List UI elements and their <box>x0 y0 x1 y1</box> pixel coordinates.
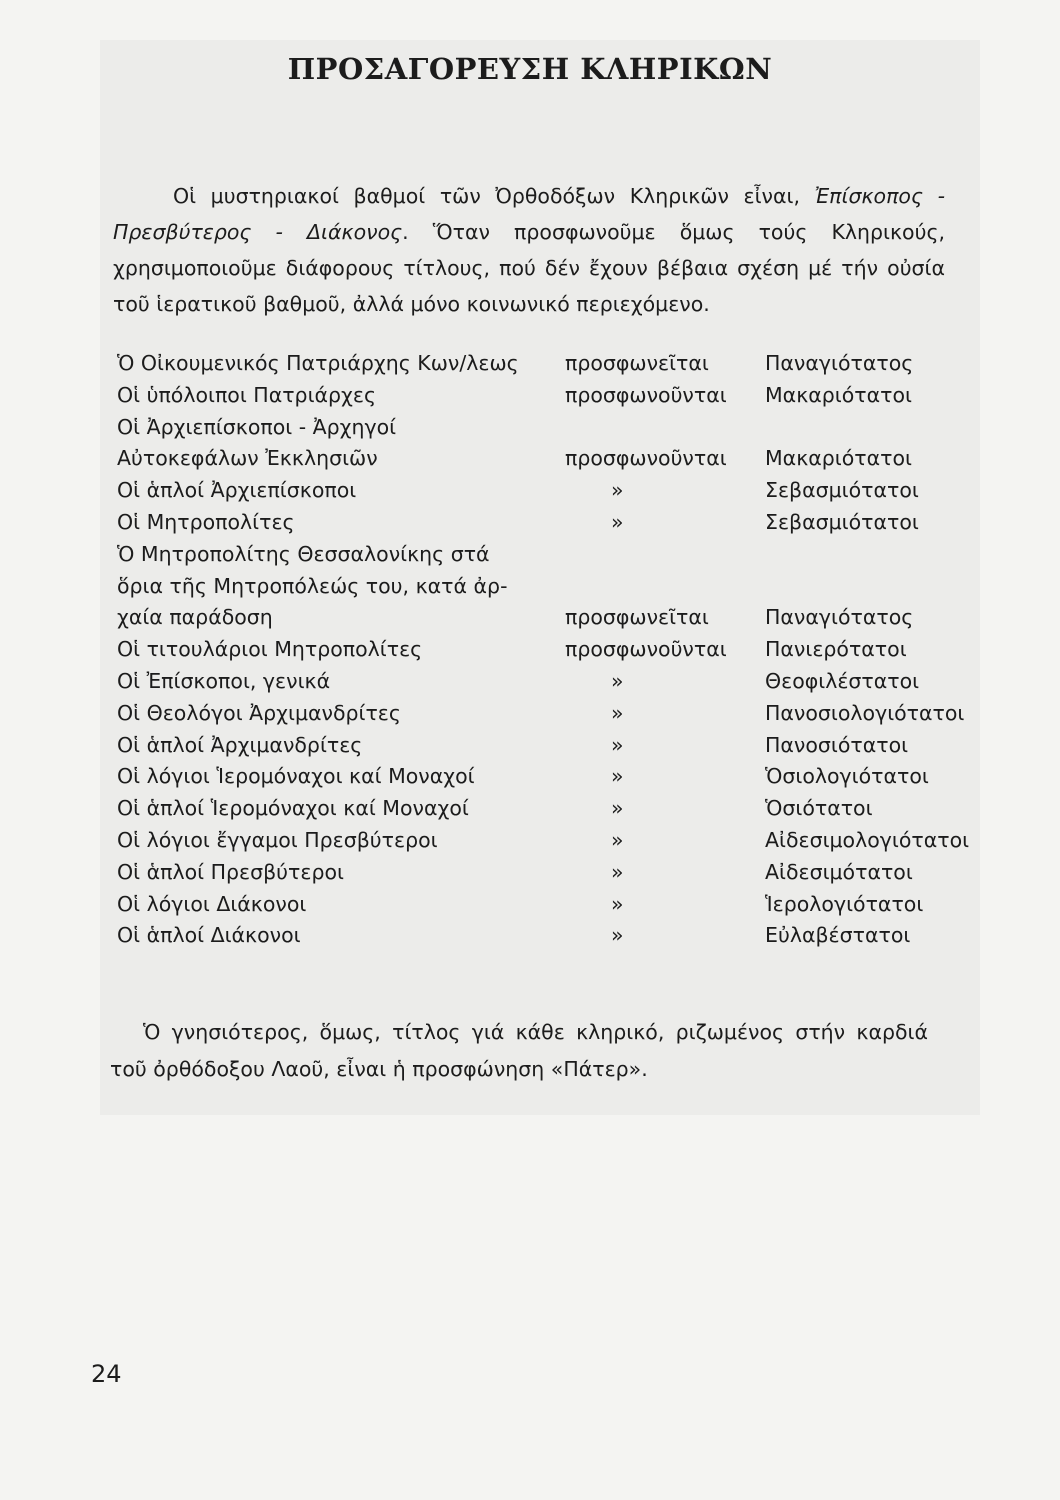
verb-cell: προσφωνοῦνται <box>565 637 727 662</box>
honorific-cell: Αἰδεσιμολογιότατοι <box>765 827 970 852</box>
rank-cell: Οἱ Μητροπολίτες <box>117 509 295 534</box>
honorific-cell: Μακαριότατοι <box>765 446 912 471</box>
table-row <box>117 920 957 952</box>
table-row <box>117 857 957 889</box>
rank-cell: χαία παράδοση <box>117 605 273 630</box>
verb-cell: » <box>611 478 624 503</box>
verb-cell: » <box>611 796 624 821</box>
rank-cell: Οἱ ἁπλοί Ἱερομόναχοι καί Μοναχοί <box>117 796 469 821</box>
honorific-cell: Ἱερολογιότατοι <box>765 891 924 916</box>
table-row <box>117 475 957 507</box>
page-title: ΠΡΟΣΑΓΟΡΕΥΣΗ ΚΛΗΡΙΚΩΝ <box>287 52 773 86</box>
honorific-cell: Μακαριότατοι <box>765 382 912 407</box>
honorific-cell: Σεβασμιότατοι <box>765 478 919 503</box>
honorific-cell: Πανοσιότατοι <box>765 732 909 757</box>
rank-cell: Οἱ ἁπλοί Διάκονοι <box>117 923 301 948</box>
rank-cell: Οἱ ἁπλοί Ἀρχιμανδρίτες <box>117 732 363 757</box>
rank-cell: Ὁ Μητροπολίτης Θεσσαλονίκης στά <box>117 541 490 566</box>
intro-ranks: Ἐπίσκοπος - Πρεσβύτερος - Διάκονος <box>113 184 945 244</box>
table-row <box>117 889 957 921</box>
table-row <box>117 698 965 730</box>
table-row <box>117 730 957 762</box>
rank-cell: Οἱ Θεολόγοι Ἀρχιμανδρίτες <box>117 700 401 725</box>
table-row <box>117 761 957 793</box>
page-number: 24 <box>91 1360 122 1388</box>
table-row <box>117 602 957 634</box>
intro-text-b: . Ὅταν προσφωνοῦμε ὅμως τούς Κληρικούς, χρησιμοποιοῦμε διάφορους τίτλους, πού δέν ἔχουν βέβαια σχέση μέ τήν οὐσία τοῦ ἱερατικοῦ βαθμοῦ, ἀλλά μόνο κοινωνικό περιεχόμενο. <box>113 220 945 316</box>
verb-cell: » <box>611 732 624 757</box>
table-row <box>117 666 957 698</box>
rank-cell: Οἱ λόγιοι Διάκονοι <box>117 891 307 916</box>
honorific-cell: Πανιερότατοι <box>765 637 907 662</box>
rank-cell: ὅρια τῆς Μητροπόλεώς του, κατά ἀρ- <box>117 573 508 598</box>
rank-cell: Οἱ ἁπλοί Ἀρχιεπίσκοποι <box>117 478 357 503</box>
rank-cell: Οἱ λόγιοι Ἱερομόναχοι καί Μοναχοί <box>117 764 475 789</box>
honorific-cell: Πανοσιολογιότατοι <box>765 700 965 725</box>
verb-cell: » <box>611 859 624 884</box>
table-row <box>117 380 957 412</box>
verb-cell: προσφωνεῖται <box>565 605 709 630</box>
honorific-cell: Εὐλαβέστατοι <box>765 923 911 948</box>
honorific-cell: Ὁσιολογιότατοι <box>765 764 929 789</box>
table-row <box>117 793 957 825</box>
verb-cell: » <box>611 700 624 725</box>
rank-cell: Οἱ λόγιοι ἔγγαμοι Πρεσβύτεροι <box>117 827 438 852</box>
intro-text-a: Οἱ μυστηριακοί βαθμοί τῶν Ὀρθοδόξων Κληρικῶν εἶναι, <box>173 184 815 208</box>
table-row <box>117 507 957 539</box>
honorific-cell: Παναγιότατος <box>765 351 914 375</box>
verb-cell: προσφωνοῦνται <box>565 382 727 407</box>
rank-cell: Οἱ Ἐπίσκοποι, γενικά <box>117 668 331 693</box>
verb-cell: » <box>611 764 624 789</box>
verb-cell: προσφωνεῖται <box>565 351 709 375</box>
verb-cell: προσφωνοῦνται <box>565 446 727 471</box>
rank-cell: Ὁ Οἰκουμενικός Πατριάρχης Κων/λεως <box>117 351 519 375</box>
table-row <box>117 634 957 666</box>
verb-cell: » <box>611 509 624 534</box>
closing-paragraph <box>110 1014 928 1088</box>
honorific-cell: Παναγιότατος <box>765 605 914 630</box>
table-row <box>117 571 957 603</box>
rank-cell: Οἱ ὑπόλοιποι Πατριάρχες <box>117 382 376 407</box>
rank-cell: Αὐτοκεφάλων Ἐκκλησιῶν <box>117 446 378 471</box>
verb-cell: » <box>611 827 624 852</box>
table-row <box>117 825 970 857</box>
honorific-cell: Αἰδεσιμότατοι <box>765 859 913 884</box>
verb-cell: » <box>611 668 624 693</box>
table-row <box>117 539 957 571</box>
verb-cell: » <box>611 891 624 916</box>
intro-paragraph <box>113 178 945 322</box>
table-row <box>117 412 957 444</box>
rank-cell: Οἱ ἁπλοί Πρεσβύτεροι <box>117 859 344 884</box>
honorific-cell: Θεοφιλέστατοι <box>765 668 920 693</box>
table-row <box>117 443 957 475</box>
honorific-cell: Ὁσιότατοι <box>765 796 873 821</box>
rank-cell: Οἱ τιτουλάριοι Μητροπολίτες <box>117 637 423 662</box>
table-row <box>117 348 957 380</box>
verb-cell: » <box>611 923 624 948</box>
honorific-cell: Σεβασμιότατοι <box>765 509 919 534</box>
rank-cell: Οἱ Ἀρχιεπίσκοποι - Ἀρχηγοί <box>117 414 397 439</box>
address-table <box>117 348 970 952</box>
closing-text: Ὁ γνησιότερος, ὅμως, τίτλος γιά κάθε κληρικό, ριζωμένος στήν καρδιά τοῦ ὀρθόδοξου Λαοῦ, εἶναι ἡ προσφώνηση «Πάτερ». <box>110 1020 928 1081</box>
